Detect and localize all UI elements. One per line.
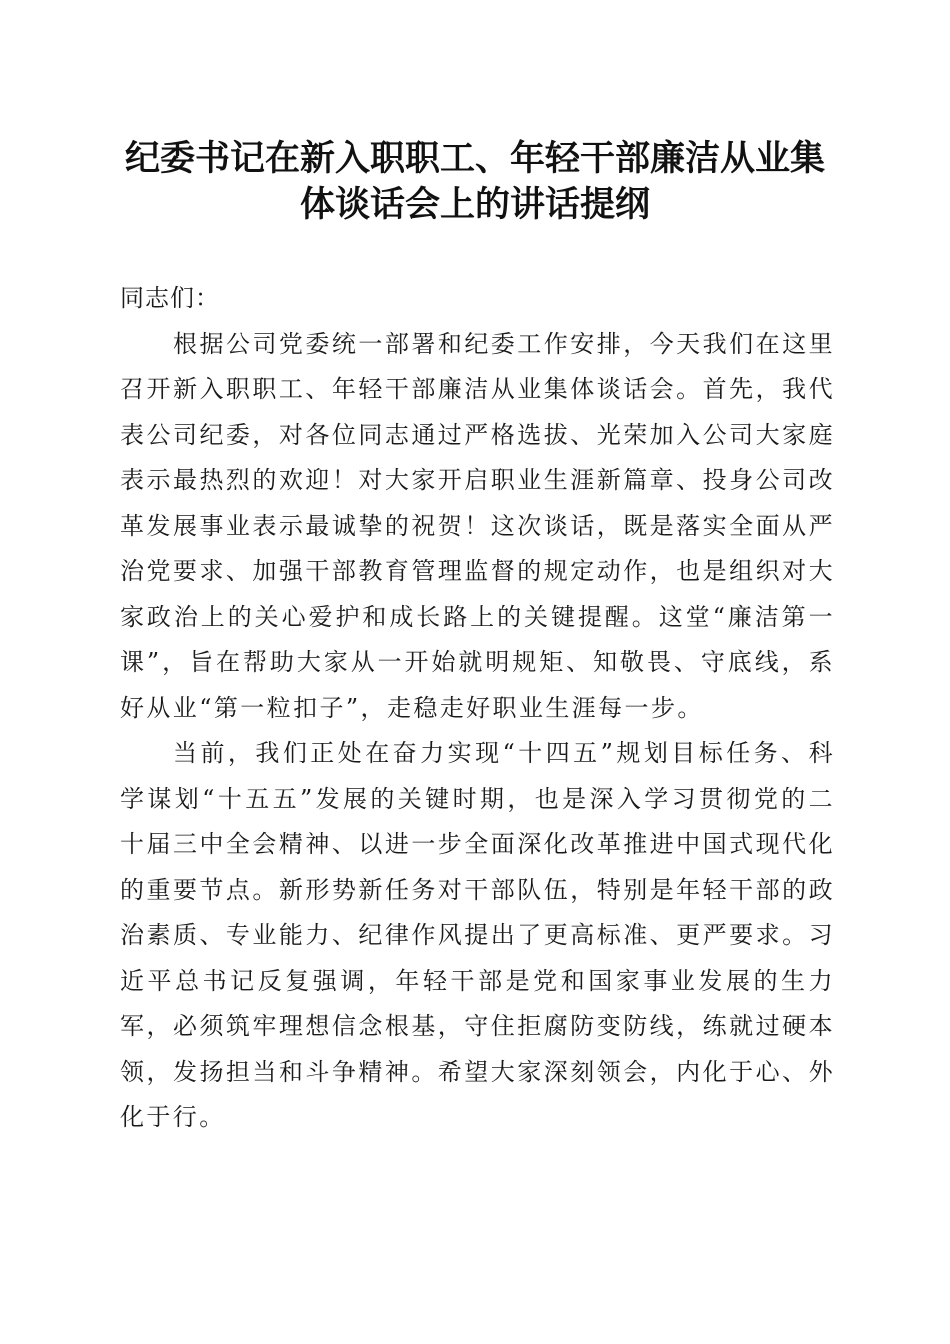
paragraph-2: 当前，我们正处在奋力实现“十四五”规划目标任务、科学谋划“十五五”发展的关键时期，也是深入学习贯彻党的二十届三中全会精神、以进一步全面深化改革推进中国式现代化的重要节点。新形势新任务对干部队伍，特别是年轻干部的政治素质、专业能力、纪律作风提出了更高标准、更严要求。习近平总书记反复强调，年轻干部是党和国家事业发展的生力军，必须筑牢理想信念根基，守住拒腐防变防线，练就过硬本领，发扬担当和斗争精神。希望大家深刻领会，内化于心、外化于行。 bbox=[120, 739, 835, 1131]
document-title bbox=[100, 136, 850, 228]
paragraph-1: 根据公司党委统一部署和纪委工作安排，今天我们在这里召开新入职职工、年轻干部廉洁从业集体谈话会。首先，我代表公司纪委，对各位同志通过严格选拔、光荣加入公司大家庭表示最热烈的欢迎！对大家开启职业生涯新篇章、投身公司改革发展事业表示最诚挚的祝贺！这次谈话，既是落实全面从严治党要求、加强干部教育管理监督的规定动作，也是组织对大家政治上的关心爱护和成长路上的关键提醒。这堂“廉洁第一课”，旨在帮助大家从一开始就明规矩、知敬畏、守底线，系好从业“第一粒扣子”，走稳走好职业生涯每一步。 bbox=[120, 329, 835, 722]
title-line-2: 体谈话会上的讲话提纲 bbox=[299, 184, 650, 225]
title-line-1: 纪委书记在新入职职工、年轻干部廉洁从业集 bbox=[124, 138, 825, 179]
document-body bbox=[120, 276, 835, 1141]
salutation: 同志们： bbox=[120, 284, 220, 312]
